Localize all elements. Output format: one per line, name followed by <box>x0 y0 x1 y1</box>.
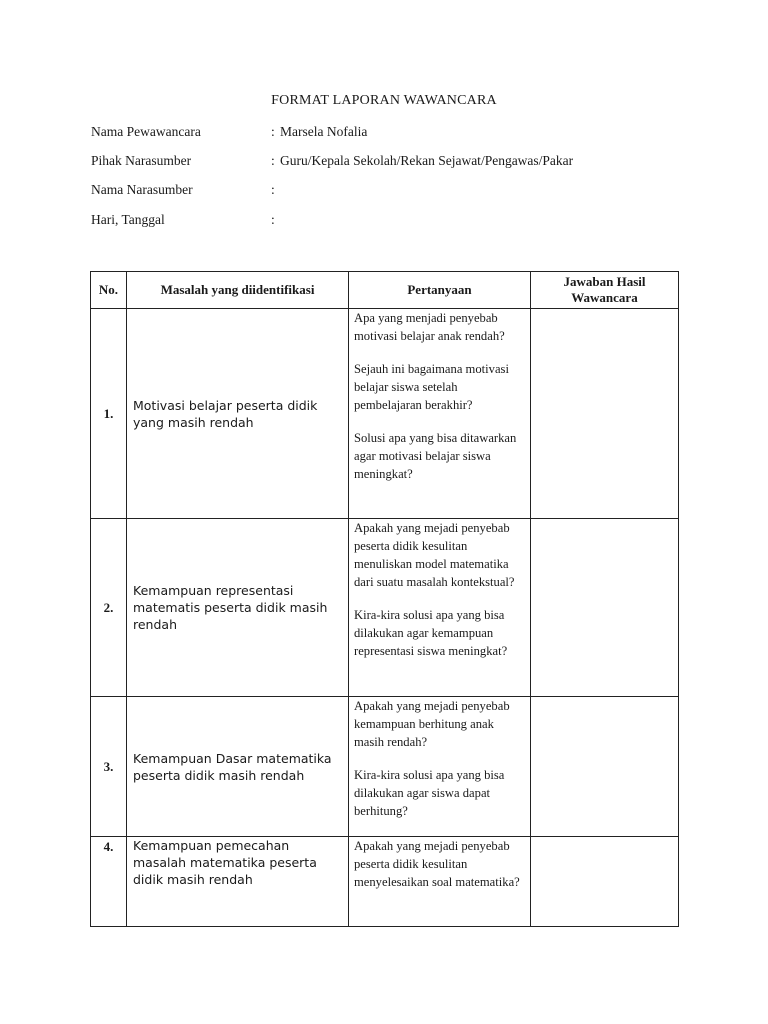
questions-cell <box>349 697 531 837</box>
header-issue: Masalah yang diidentifikasi <box>127 272 349 309</box>
header-question: Pertanyaan <box>349 272 531 309</box>
question-text: Kira-kira solusi apa yang bisa dilakukan agar kemampuan representasi siswa meningkat? <box>354 608 508 658</box>
table-row <box>91 309 679 519</box>
answer-cell <box>531 697 679 837</box>
questions-cell <box>349 837 531 927</box>
info-separator: : <box>271 182 275 197</box>
info-label: Pihak Narasumber <box>91 153 192 168</box>
document-title: FORMAT LAPORAN WAWANCARA <box>271 93 497 108</box>
issue-cell: Kemampuan representasi matematis peserta didik masih rendah <box>127 519 349 697</box>
issue-cell: Kemampuan Dasar matematika peserta didik masih rendah <box>127 697 349 837</box>
question-text: Kira-kira solusi apa yang bisa dilakukan agar siswa dapat berhitung? <box>354 768 505 818</box>
issue-cell: Motivasi belajar peserta didik yang masih rendah <box>127 309 349 519</box>
row-number: 1. <box>91 309 127 519</box>
info-value: Guru/Kepala Sekolah/Rekan Sejawat/Pengawas/Pakar <box>280 153 574 168</box>
info-label: Nama Pewawancara <box>91 124 201 139</box>
answer-cell <box>531 309 679 519</box>
questions-cell <box>349 519 531 697</box>
issue-cell: Kemampuan pemecahan masalah matematika peserta didik masih rendah <box>127 837 349 927</box>
table-header-row <box>91 272 679 309</box>
table-row <box>91 697 679 837</box>
table-row <box>91 837 679 927</box>
info-separator: : <box>271 153 275 168</box>
question-text: Sejauh ini bagaimana motivasi belajar siswa setelah pembelajaran berakhir? <box>354 362 509 412</box>
info-separator: : <box>271 124 275 139</box>
interview-table <box>90 271 679 927</box>
row-number: 4. <box>91 837 127 927</box>
info-separator: : <box>271 212 275 227</box>
question-text: Apakah yang mejadi penyebab peserta didik kesulitan menuliskan model matematika dari suatu masalah kontekstual? <box>354 521 515 589</box>
table-row <box>91 519 679 697</box>
question-text: Apakah yang mejadi penyebab kemampuan berhitung anak masih rendah? <box>354 699 510 749</box>
answer-cell <box>531 519 679 697</box>
info-label: Hari, Tanggal <box>91 212 165 227</box>
question-text: Apakah yang mejadi penyebab peserta didik kesulitan menyelesaikan soal matematika? <box>354 839 520 889</box>
answer-cell <box>531 837 679 927</box>
info-value: Marsela Nofalia <box>280 124 368 139</box>
row-number: 2. <box>91 519 127 697</box>
row-number: 3. <box>91 697 127 837</box>
questions-cell <box>349 309 531 519</box>
question-text: Solusi apa yang bisa ditawarkan agar motivasi belajar siswa meningkat? <box>354 431 517 481</box>
header-no: No. <box>91 272 127 309</box>
info-label: Nama Narasumber <box>91 182 193 197</box>
question-text: Apa yang menjadi penyebab motivasi belajar anak rendah? <box>354 311 505 343</box>
header-answer: Jawaban Hasil Wawancara <box>531 272 679 309</box>
